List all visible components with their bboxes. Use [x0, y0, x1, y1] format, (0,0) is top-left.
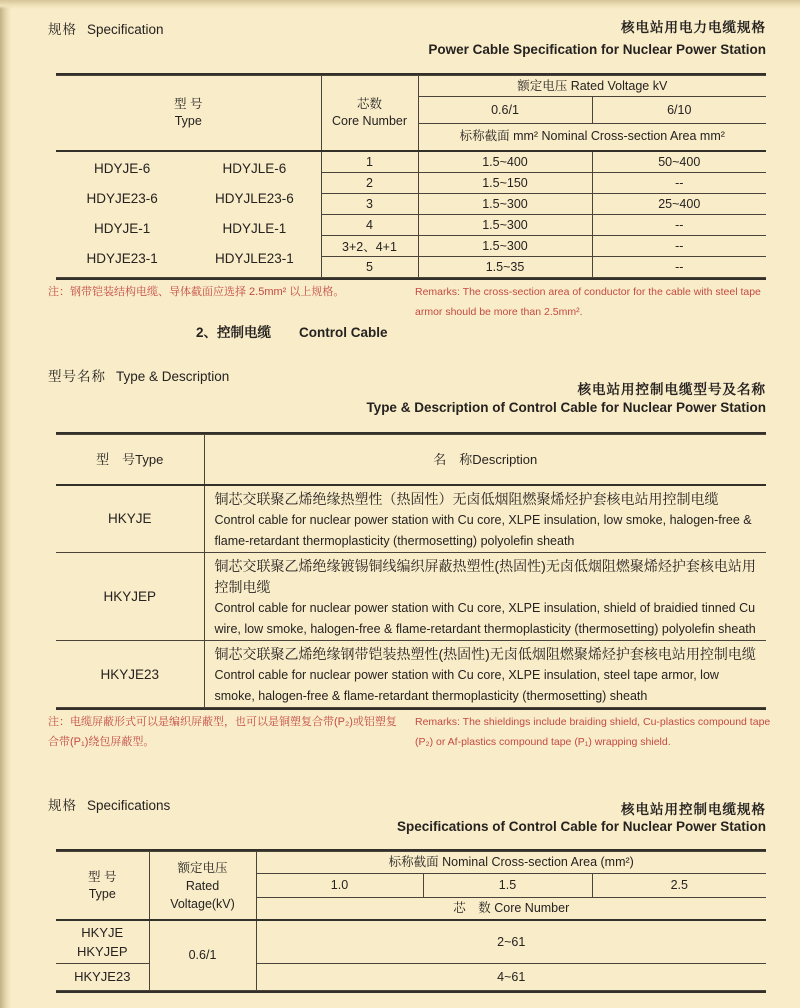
control-type-label-en: Type & Description: [116, 369, 230, 384]
area-high-cell: --: [592, 256, 766, 277]
description-en: Control cable for nuclear power station with Cu core, XLPE insulation, low smoke, halogen-free & flame-retardant thermoplasticity (thermosetting) polyolefin sheath: [214, 512, 752, 548]
core-number-cell: 3: [321, 193, 418, 214]
header-voltage-en1: Rated: [185, 878, 220, 893]
description-zh: 铜芯交联聚乙烯绝缘钢带铠装热塑性(热固性)无卤低烟阻燃聚烯烃护套核电站用控制电缆: [214, 646, 756, 662]
control-section-heading: [196, 321, 388, 341]
description-cell: [204, 641, 766, 708]
header-cell-voltage-low: 0.6/1: [418, 97, 592, 124]
header-cell-type: 型 号Type: [56, 435, 204, 485]
page-top-edge-shadow: [0, 0, 800, 9]
type-list-cell: [56, 151, 321, 278]
control-type-label: [48, 365, 229, 385]
description-en: Control cable for nuclear power station with Cu core, XLPE insulation, steel tape armor, low smoke, halogen-free & flame-retardant thermoplasticity (thermosetting) sheath: [214, 668, 719, 703]
header-cell-rated-voltage: [149, 852, 256, 921]
type-cell: HKYJE23: [56, 641, 204, 708]
type-name: HKYJEP: [76, 943, 128, 959]
core-number-cell: 5: [321, 256, 418, 277]
area-low-cell: 1.5~300: [418, 214, 592, 235]
type-name: HDYJLE-6: [222, 161, 287, 176]
control-cable-spec-table: [56, 849, 766, 993]
spec-section-title-zh: 核电站用控制电缆规格: [621, 802, 766, 817]
header-cell-rated-voltage: 额定电压 Rated Voltage kV: [418, 76, 766, 97]
header-cell-type: [56, 852, 149, 921]
header-cell-cross-section: 标称截面 Nominal Cross-section Area (mm²): [256, 852, 766, 874]
page-left-edge-shadow: [0, 0, 11, 1008]
core-number-cell: 1: [321, 151, 418, 173]
type-name: HDYJE-6: [93, 161, 151, 176]
header-cell-type: [56, 76, 321, 151]
type-list-column-a: [56, 154, 188, 274]
area-low-cell: 1.5~300: [418, 235, 592, 256]
header-cell-size-3: 2.5: [592, 874, 766, 898]
spec-section-label-en: Specifications: [87, 798, 171, 813]
description-cell: [204, 553, 766, 641]
header-type-zh: 型 号: [88, 869, 117, 884]
power-note-zh: 注：钢带铠装结构电缆、导体截面应选择 2.5mm² 以上规格。: [48, 286, 345, 298]
type-cell: HKYJEP: [56, 553, 204, 641]
header-core-zh: 芯数: [356, 96, 382, 111]
control-section-title-zh: 核电站用控制电缆型号及名称: [577, 382, 766, 397]
area-high-cell: --: [592, 214, 766, 235]
type-name: HDYJE23-6: [86, 191, 158, 206]
spec-section-label: [48, 794, 170, 814]
area-low-cell: 1.5~300: [418, 193, 592, 214]
header-cell-cross-section: 标称截面 mm² Nominal Cross-section Area mm²: [418, 124, 766, 151]
area-high-cell: --: [592, 235, 766, 256]
type-cell: [56, 920, 149, 963]
area-high-cell: 50~400: [592, 151, 766, 173]
header-cell-size-1: 1.0: [256, 874, 423, 898]
description-zh: 铜芯交联聚乙烯绝缘热塑性（热固性）无卤低烟阻燃聚烯烃护套核电站用控制电缆: [214, 490, 719, 507]
description-cell: [204, 485, 766, 553]
control-heading-zh: 2、控制电缆: [196, 325, 272, 340]
header-cell-voltage-high: 6/10: [592, 97, 766, 124]
header-cell-core-number: [321, 76, 418, 151]
header-core-en: Core Number: [331, 113, 408, 128]
area-high-cell: --: [592, 172, 766, 193]
header-cell-description: 名 称Description: [204, 435, 766, 485]
header-type-en: Type: [88, 886, 116, 901]
power-section-label: [48, 18, 164, 38]
area-high-cell: 25~400: [592, 193, 766, 214]
description-zh: 铜芯交联聚乙烯绝缘镀锡铜线编织屏蔽热塑性(热固性)无卤低烟阻燃聚烯烃护套核电站用控制电缆: [214, 558, 756, 595]
control-section-title-en: Type & Description of Control Cable for Nuclear Power Station: [366, 400, 766, 415]
power-section-title: [428, 17, 766, 61]
type-name: HDYJE-1: [93, 221, 151, 236]
type-cell: HKYJE23: [56, 963, 149, 990]
control-section-title: [366, 381, 766, 417]
type-list-column-b: [188, 154, 320, 274]
power-section-label-zh: 规格: [48, 22, 77, 37]
core-range-cell: 4~61: [256, 963, 766, 990]
area-low-cell: 1.5~150: [418, 172, 592, 193]
type-name: HDYJLE23-1: [214, 251, 294, 266]
power-note-en: Remarks: The cross-section area of conductor for the cable with steel tape armor should be more than 2.5mm².: [415, 286, 761, 318]
control-heading-en: Control Cable: [299, 325, 388, 340]
core-number-cell: 2: [321, 172, 418, 193]
control-note-zh: 注：电缆屏蔽形式可以是编织屏蔽型，也可以是铜塑复合带(P₂)或铝塑复合带(P₁)绕包屏蔽型。: [48, 716, 397, 748]
header-voltage-en2: Voltage(kV): [170, 896, 235, 911]
control-note-en: Remarks: The shieldings include braiding shield, Cu-plastics compound tape (P₂) or Af-plastics compound tape (P₁) wrapping shield.: [415, 716, 771, 748]
header-voltage-zh: 额定电压: [177, 860, 228, 875]
type-name: HDYJE23-1: [86, 251, 158, 266]
spec-section-title: [397, 801, 766, 835]
header-cell-core-number: 芯 数 Core Number: [256, 898, 766, 921]
voltage-cell: 0.6/1: [149, 920, 256, 990]
header-type-zh: 型 号: [174, 96, 203, 111]
type-cell: HKYJE: [56, 485, 204, 553]
type-name: HDYJLE-1: [222, 221, 287, 236]
control-cable-type-table: [56, 432, 766, 710]
type-name: HDYJLE23-6: [214, 191, 294, 206]
header-type-en: Type: [174, 113, 202, 128]
area-low-cell: 1.5~35: [418, 256, 592, 277]
power-section-title-en: Power Cable Specification for Nuclear Power Station: [428, 42, 766, 57]
header-cell-size-2: 1.5: [423, 874, 592, 898]
power-cable-spec-table: [56, 73, 766, 280]
type-name: HKYJE: [81, 924, 124, 940]
core-number-cell: 4: [321, 214, 418, 235]
power-section-title-zh: 核电站用电力电缆规格: [621, 20, 766, 35]
power-section-label-en: Specification: [87, 22, 164, 37]
area-low-cell: 1.5~400: [418, 151, 592, 173]
spec-section-label-zh: 规格: [48, 798, 77, 813]
control-type-label-zh: 型号名称: [48, 369, 106, 384]
core-range-cell: 2~61: [256, 920, 766, 963]
spec-section-title-en: Specifications of Control Cable for Nuclear Power Station: [396, 819, 766, 834]
core-number-cell: 3+2、4+1: [321, 235, 418, 256]
description-en: Control cable for nuclear power station with Cu core, XLPE insulation, shield of braidied tinned Cu wire, low smoke, halogen-free & flame-retardant thermoplasticity (thermosetting) polyolefin sheath: [214, 601, 756, 636]
